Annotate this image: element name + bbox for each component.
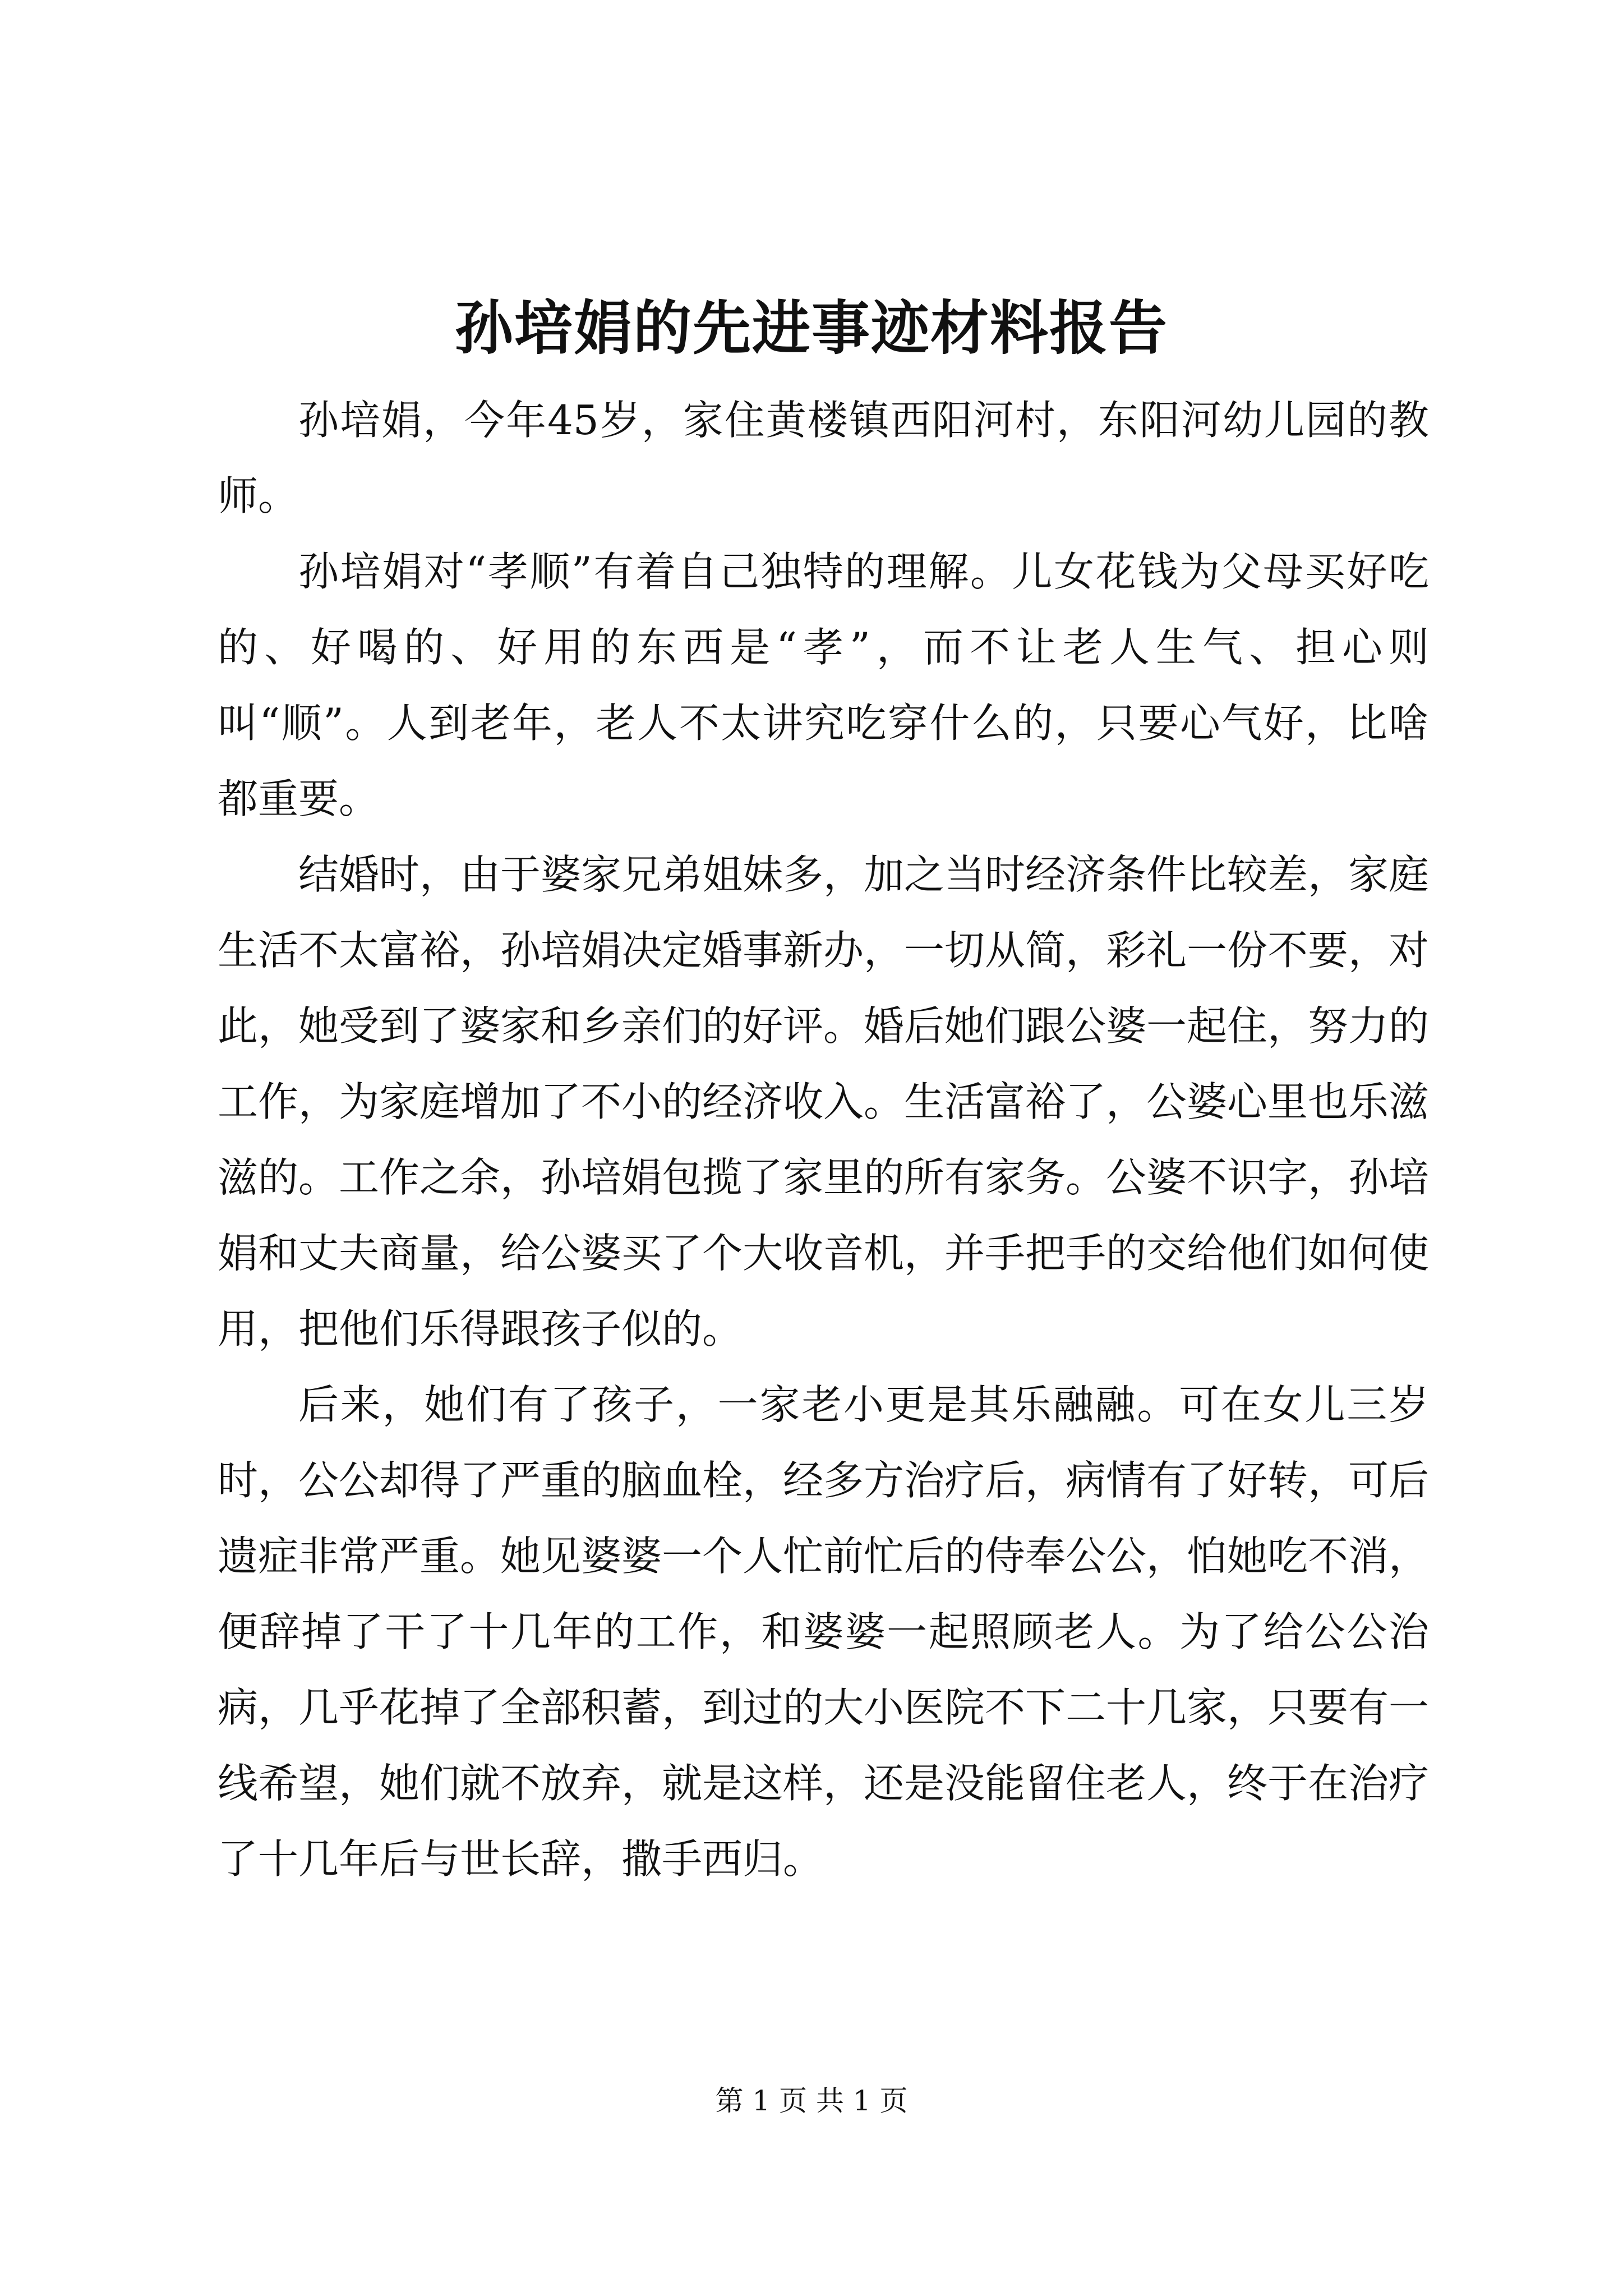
document-body	[218, 383, 1429, 1897]
paragraph-filial-piety: 孙培娟对“孝顺”有着自己独特的理解。儿女花钱为父母买好吃的、好喝的、好用的东西是“孝”，而不让老人生气、担心则叫“顺”。人到老年，老人不太讲究吃穿什么的，只要心气好，比啥都重要。	[218, 548, 1429, 822]
document-title: 孙培娟的先进事迹材料报告	[454, 293, 1168, 362]
page-footer: 第 1 页 共 1 页	[715, 2085, 908, 2117]
paragraph-caring-father-in-law: 后来，她们有了孩子，一家老小更是其乐融融。可在女儿三岁时，公公却得了严重的脑血栓，经多方治疗后，病情有了好转，可后遗症非常严重。她见婆婆一个人忙前忙后的侍奉公公，怕她吃不消，便辞掉了干了十几年的工作，和婆婆一起照顾老人。为了给公公治病，几乎花掉了全部积蓄，到过的大小医院不下二十几家，只要有一线希望，她们就不放弃，就是这样，还是没能留住老人，终于在治疗了十几年后与世长辞，撒手西归。	[218, 1381, 1430, 1883]
paragraph-intro: 孙培娟，今年45岁，家住黄楼镇西阳河村，东阳河幼儿园的教师。	[218, 397, 1429, 519]
paragraph-marriage: 结婚时，由于婆家兄弟姐妹多，加之当时经济条件比较差，家庭生活不太富裕，孙培娟决定婚事新办，一切从简，彩礼一份不要，对此，她受到了婆家和乡亲们的好评。婚后她们跟公婆一起住，努力的工作，为家庭增加了不小的经济收入。生活富裕了，公婆心里也乐滋滋的。工作之余，孙培娟包揽了家里的所有家务。公婆不识字，孙培娟和丈夫商量，给公婆买了个大收音机，并手把手的交给他们如何使用，把他们乐得跟孩子似的。	[218, 851, 1430, 1352]
